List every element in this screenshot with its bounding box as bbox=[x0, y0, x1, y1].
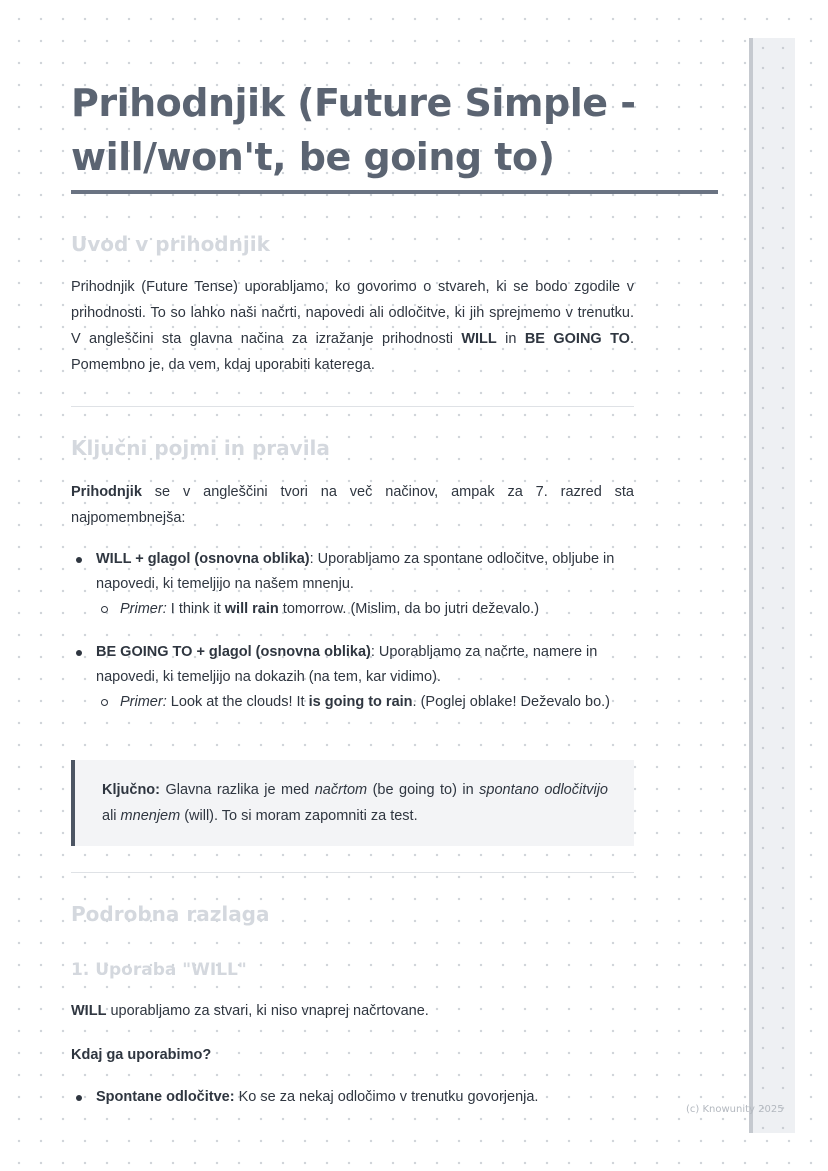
list-item bbox=[71, 1085, 634, 1110]
example-2-label: Primer: bbox=[120, 694, 167, 710]
intro-paragraph bbox=[71, 274, 634, 378]
key-intro-rest: se v angleščini tvori na več načinov, ampak za 7. razred sta najpomembnejša: bbox=[71, 484, 634, 526]
detail-paragraph bbox=[71, 998, 634, 1024]
bullet-2-rest: : Uporabljamo za načrte, namere in napovedi, ki temeljijo na dokazih (na tem, kar vidimo). bbox=[96, 644, 598, 685]
circle-bullet-icon bbox=[101, 606, 108, 613]
example-1-post: tomorrow. (Mislim, da bo jutri deževalo.) bbox=[278, 601, 540, 617]
circle-bullet-icon bbox=[101, 699, 108, 706]
intro-going: BE GOING TO bbox=[524, 331, 630, 347]
when-question: Kdaj ga uporabimo? bbox=[71, 1047, 212, 1063]
callout-text bbox=[102, 777, 608, 829]
section-divider bbox=[71, 872, 634, 873]
callout-t4: (will). To si moram zapomniti za test. bbox=[180, 808, 418, 824]
example-1-label: Primer: bbox=[120, 601, 167, 617]
bullet-dot-icon bbox=[76, 557, 82, 563]
callout-i3: mnenjem bbox=[120, 808, 181, 824]
detail-rest: uporabljamo za stvari, ki niso vnaprej načrtovane. bbox=[106, 1003, 429, 1019]
intro-text: Prihodnjik (Future Tense) uporabljamo, ko govorimo o stvareh, ki se bodo zgodile v prihodnosti. To so lahko naši načrti, napovedi ali odločitve, ki jih sprejmemo v trenutku. V angleščini sta glavna načina za izražanje prihodnosti bbox=[71, 279, 634, 347]
detail-bullet-rest: Ko se za nekaj odločimo v trenutku govorjenja. bbox=[234, 1089, 539, 1105]
example-2-bold: is going to rain bbox=[308, 694, 413, 710]
section-divider bbox=[71, 406, 634, 407]
callout-t1: Glavna razlika je med bbox=[160, 782, 315, 798]
key-callout bbox=[71, 760, 634, 846]
example-2-post: . (Poglej oblake! Deževalo bo.) bbox=[412, 694, 611, 710]
list-item bbox=[71, 547, 616, 597]
intro-in: in bbox=[496, 331, 525, 347]
page-title: Prihodnjik (Future Simple - will/won't, be going to) bbox=[71, 81, 636, 179]
bullet-2-bold: BE GOING TO + glagol (osnovna oblika) bbox=[96, 644, 371, 660]
watermark: (c) Knowunity 2025 bbox=[686, 1104, 784, 1115]
key-bullet-2 bbox=[71, 640, 626, 715]
section-heading-key: Ključni pojmi in pravila bbox=[71, 436, 330, 460]
callout-t3: ali bbox=[102, 808, 121, 824]
bullet-dot-icon bbox=[76, 650, 82, 656]
key-bullet-1 bbox=[71, 547, 616, 622]
callout-i1: načrtom bbox=[314, 782, 368, 798]
callout-i2: spontano odločitvijo bbox=[479, 782, 608, 798]
detail-bullet-bold: Spontane odločitve: bbox=[96, 1089, 235, 1105]
intro-will: WILL bbox=[461, 331, 497, 347]
page-margin-strip bbox=[749, 38, 795, 1133]
section-heading-detail: Podrobna razlaga bbox=[71, 902, 270, 926]
example-2-pre: Look at the clouds! It bbox=[166, 694, 309, 710]
detail-bullet bbox=[71, 1085, 634, 1110]
bullet-1-rest: : Uporabljamo za spontane odločitve, obljube in napovedi, ki temeljijo na našem mnenju. bbox=[96, 551, 615, 592]
callout-t2: (be going to) in bbox=[367, 782, 480, 798]
bullet-1-bold: WILL + glagol (osnovna oblika) bbox=[96, 551, 310, 567]
section-heading-intro: Uvod v prihodnjik bbox=[71, 232, 270, 256]
callout-label: Ključno: bbox=[102, 782, 160, 798]
title-underline bbox=[71, 190, 718, 194]
intro-end: . Pomembno je, da vem, kdaj uporabiti katerega. bbox=[71, 331, 634, 373]
subheading-will: 1. Uporaba "WILL" bbox=[71, 960, 247, 980]
example-1-bold: will rain bbox=[224, 601, 279, 617]
bullet-dot-icon bbox=[76, 1095, 82, 1101]
detail-will: WILL bbox=[71, 1003, 107, 1019]
example-1-pre: I think it bbox=[166, 601, 225, 617]
example-item bbox=[96, 597, 616, 622]
key-intro-paragraph bbox=[71, 479, 634, 531]
key-intro-bold: Prihodnjik bbox=[71, 484, 142, 500]
list-item bbox=[71, 640, 626, 690]
example-item bbox=[96, 690, 630, 715]
